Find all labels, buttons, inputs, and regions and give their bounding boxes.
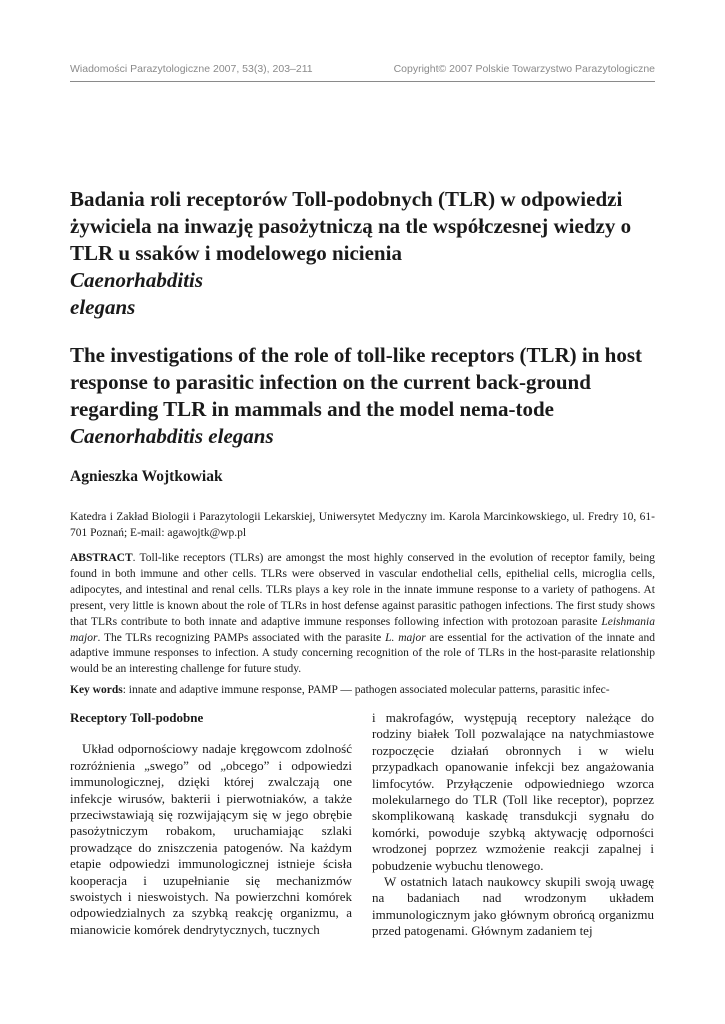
title-english-organism: Caenorhabditis elegans [70, 424, 274, 448]
title-polish-main: Badania roli receptorów Toll-podobnych (TLR) w odpowiedzi żywiciela na inwazję pasożytniczą na tle współczesnej wiedzy o TLR u ssaków i modelowego nicienia [70, 187, 632, 265]
title-english [70, 342, 655, 450]
copyright-notice: Copyright© 2007 Polskie Towarzystwo Parazytologiczne [393, 63, 655, 75]
header-divider [70, 81, 655, 82]
body-column-left [70, 710, 352, 938]
abstract-species-2: L. major [385, 631, 426, 644]
author-name: Agnieszka Wojtkowiak [70, 468, 223, 485]
title-english-main: The investigations of the role of toll-like receptors (TLR) in host response to parasitic infection on the current back-ground regarding TLR in mammals and the model nema-tode [70, 343, 643, 421]
body-column-right [372, 710, 654, 940]
body-paragraph: W ostatnich latach naukowcy skupili swoją uwagę na badaniach nad wrodzonym układem immunologicznym jako głównym obrońcą organizmu przed patogenami. Głównym zadaniem tej [372, 874, 654, 939]
keywords [70, 684, 655, 696]
keywords-text: : innate and adaptive immune response, PAMP — pathogen associated molecular patterns, parasitic infec- [122, 684, 610, 696]
abstract [70, 551, 655, 678]
title-polish-species: elegans [70, 295, 136, 319]
body-paragraph: i makrofagów, występują receptory należące do rodziny białek Toll pozwalające na natychmiastowe rozpoczęcie działań obronnych i w wielu przypadkach opanowanie infekcji bez angażowania limfocytów. Przyłączenie odpowiedniego wzorca molekularnego do TLR (Toll like receptor), poprzez skomplikowaną kaskadę transdukcji sygnału do komórki, powoduje szybką aktywację odporności wrodzonej poprzez wzmożenie reakcji zapalnej i pobudzenie wybuchu tlenowego. [372, 710, 654, 873]
journal-citation: Wiadomości Parazytologiczne 2007, 53(3), 203–211 [70, 63, 313, 75]
abstract-text-1: . Toll-like receptors (TLRs) are amongst the most highly conserved in the evolution of receptor family, being found in both immune and other cells. TLRs were observed in vascular endothelial cells, epithelial cells, microglia cells, adipocytes, and intestinal and renal cells. TLRs plays a key role in the innate immune response to a variety of pathogens. At present, very little is known about the role of TLRs in host defense against parasitic pathogen infections. The first study shows that TLRs contribute to both innate and adaptive immune responses following infection with protozoan parasite [70, 552, 655, 628]
body-paragraph: Układ odpornościowy nadaje kręgowcom zdolność rozróżnienia „swego” od „obcego” i odpowiedzi immunologicznej, dzięki której zwalczają one infekcje wirusów, bakterii i pierwotniaków, a także przeciwstawiają się rozwijającym się w jego obrębie pasożytniczym robakom, uruchamiając szlaki prowadzące do zniszczenia patogenów. Na każdym etapie odpowiedzi immunologicznej istnieje ścisła kooperacja i uzupełnianie się mechanizmów swoistych i nieswoistych. Na powierzchni komórek odpowiedzialnych za szybką reakcję organizmu, a mianowicie komórek dendrytycznych, tucznych [70, 741, 352, 937]
abstract-text-3: are essential for the activation of the innate and adaptive immune responses to infection. A study concerning recognition of the role of TLRs in the host-parasite relationship would be an interesting challenge for future study. [70, 631, 655, 676]
section-heading: Receptory Toll-podobne [70, 710, 204, 725]
title-polish [70, 186, 655, 321]
running-header [70, 63, 655, 75]
abstract-species-1: Leishmania major [70, 615, 655, 644]
title-polish-genus: Caenorhabditis [70, 268, 204, 292]
abstract-label: ABSTRACT [70, 552, 133, 564]
author-affiliation: Katedra i Zakład Biologii i Parazytologii Lekarskiej, Uniwersytet Medyczny im. Karola Marcinkowskiego, ul. Fredry 10, 61-701 Poznań; E-mail: agawojtk@wp.pl [70, 511, 655, 539]
keywords-label: Key words [70, 684, 123, 696]
abstract-text-2: . The TLRs recognizing PAMPs associated with the parasite [97, 631, 386, 644]
